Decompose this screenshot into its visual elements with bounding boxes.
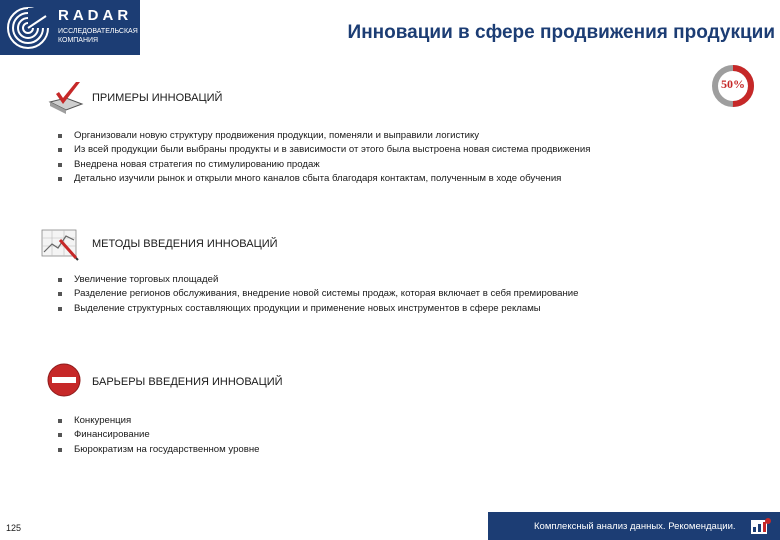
no-entry-icon	[44, 362, 84, 398]
bullet-icon	[58, 148, 62, 152]
section-heading-barriers: БАРЬЕРЫ ВВЕДЕНИЯ ИННОВАЦИЙ	[92, 376, 283, 388]
list-item	[58, 302, 579, 316]
list-item-text: Выделение структурных составляющих продукции и применение новых инструментов в сфере рекламы	[74, 302, 541, 314]
list-item	[58, 287, 579, 301]
page-number: 125	[6, 523, 22, 533]
methods-list	[58, 273, 579, 316]
bullet-icon	[58, 419, 62, 423]
page-title: Инновации в сфере продвижения продукции	[347, 22, 775, 43]
list-item-text: Детально изучили рынок и открыли много каналов сбыта благодаря контактам, полученным в ходе обучения	[74, 173, 562, 185]
bullet-icon	[58, 448, 62, 452]
footer-text: Комплексный анализ данных. Рекомендации.	[534, 521, 736, 532]
list-item-text: Разделение регионов обслуживания, внедрение новой системы продаж, которая включает в себя премирование	[74, 288, 579, 300]
section-heading-methods: МЕТОДЫ ВВЕДЕНИЯ ИННОВАЦИЙ	[92, 238, 278, 250]
list-item	[58, 158, 590, 172]
barriers-list	[58, 414, 260, 457]
checkmark-icon	[46, 80, 86, 116]
list-item	[58, 414, 260, 428]
examples-list	[58, 129, 590, 187]
list-item-text: Финансирование	[74, 429, 150, 441]
list-item	[58, 273, 579, 287]
list-item-text: Бюрократизм на государственном уровне	[74, 443, 260, 455]
logo-word: RADAR	[58, 7, 133, 24]
progress-label: 50%	[721, 77, 745, 91]
list-item-text: Внедрена новая стратегия по стимулированию продаж	[74, 158, 320, 170]
bullet-icon	[58, 163, 62, 167]
bullet-icon	[58, 292, 62, 296]
bullet-icon	[58, 307, 62, 311]
logo-subtitle-line1: ИССЛЕДОВАТЕЛЬСКАЯ	[58, 28, 138, 35]
list-item	[58, 143, 590, 157]
list-item	[58, 428, 260, 442]
list-item-text: Организовали новую структуру продвижения продукции, поменяли и выправили логистику	[74, 130, 480, 141]
list-item-text: Увеличение торговых площадей	[74, 274, 219, 285]
list-item-text: Из всей продукции были выбраны продукты и в зависимости от этого была выстроена новая система продвижения	[74, 144, 591, 156]
section-heading-examples: ПРИМЕРЫ ИННОВАЦИЙ	[92, 92, 223, 104]
logo	[0, 0, 140, 55]
list-item-text: Конкуренция	[74, 415, 132, 426]
list-item	[58, 172, 590, 186]
list-item	[58, 129, 590, 143]
bullet-icon	[58, 134, 62, 138]
chart-pen-icon	[40, 226, 80, 262]
logo-subtitle-line2: КОМПАНИЯ	[58, 37, 99, 44]
list-item	[58, 443, 260, 457]
bullet-icon	[58, 433, 62, 437]
radar-logo-icon	[6, 6, 50, 50]
bullet-icon	[58, 177, 62, 181]
logo-subtitle	[58, 27, 138, 45]
bullet-icon	[58, 278, 62, 282]
analysis-icon	[750, 517, 772, 537]
